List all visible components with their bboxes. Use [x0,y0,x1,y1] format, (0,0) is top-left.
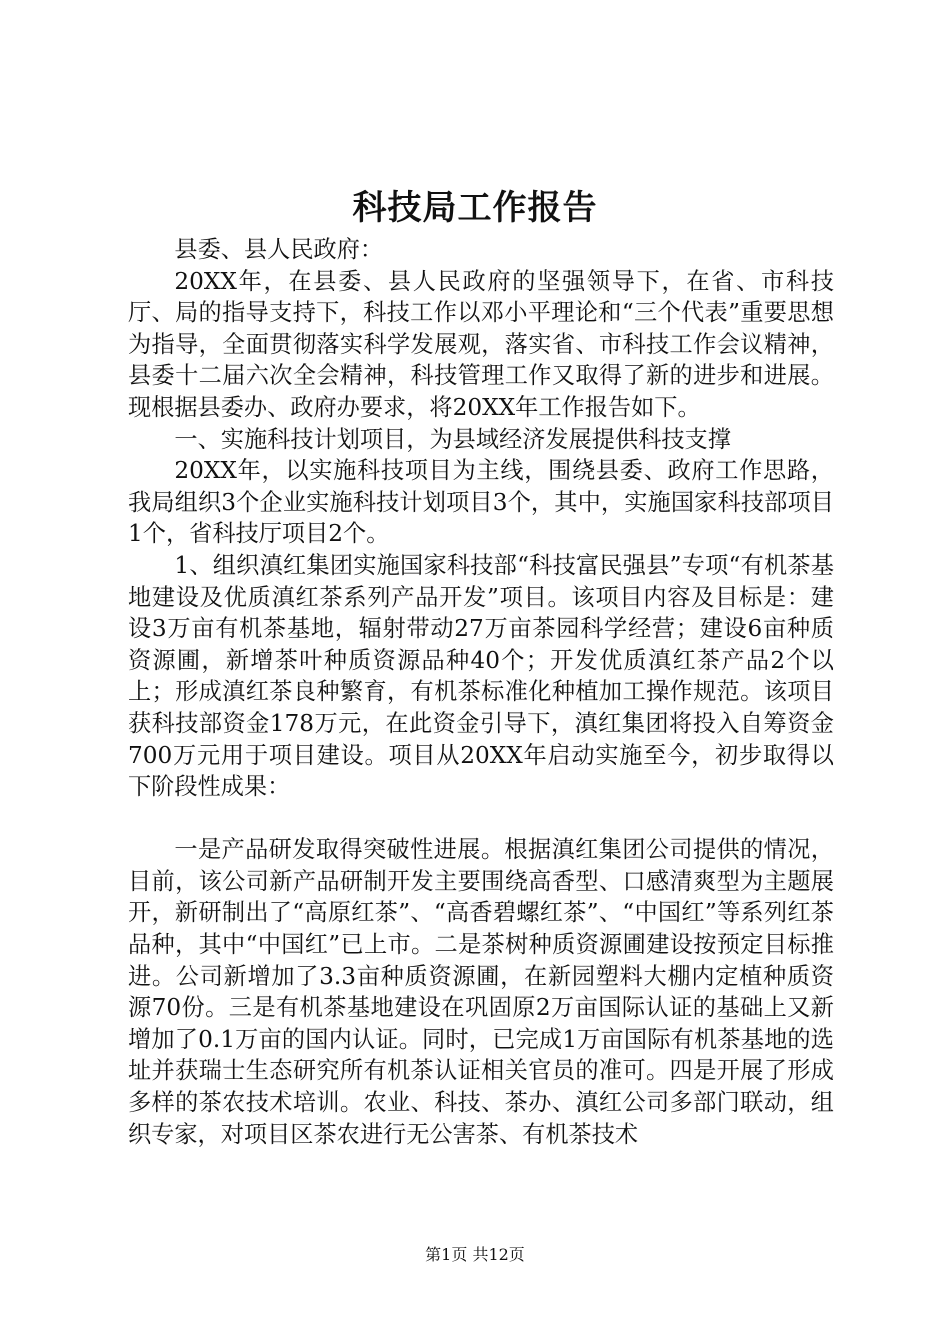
salutation-paragraph: 县委、县人民政府： [174,236,384,263]
section-heading: 一、实施科技计划项目，为县域经济发展提供科技支撑 [174,425,731,453]
section-summary-paragraph: 20XX年，以实施科技项目为主线，围绕县委、政府工作思路，我局组织3个企业实施科技计划项目3个，其中，实施国家科技部项目1个，省科技厅项目2个。 [128,457,834,548]
intro-paragraph: 20XX年，在县委、县人民政府的坚强领导下，在省、市科技厅、局的指导支持下，科技工作以邓小平理论和“三个代表”重要思想为指导，全面贯彻落实科学发展观，落实省、市科技工作会议精神，县委十二届六次全会精神，科技管理工作又取得了新的进步和进展。现根据县委办、政府办要求，将20XX年工作报告如下。 [128,267,834,421]
document-title: 科技局工作报告 [352,188,598,228]
project-one-paragraph: 1、组织滇红集团实施国家科技部“科技富民强县”专项“有机茶基地建设及优质滇红茶系列产品开发”项目。该项目内容及目标是：建设3万亩有机茶基地，辐射带动27万亩茶园科学经营；建设6亩种质资源圃，新增茶叶种质资源品种40个；开发优质滇红茶产品2个以上；形成滇红茶良种繁育，有机茶标准化种植加工操作规范。该项目获科技部资金178万元，在此资金引导下，滇红集团将投入自筹资金700万元用于项目建设。项目从20XX年启动实施至今，初步取得以下阶段性成果： [128,551,834,801]
page-footer: 第1页 共12页 [425,1245,525,1264]
achievements-paragraph: 一是产品研发取得突破性进展。根据滇红集团公司提供的情况，目前，该公司新产品研制开发主要围绕高香型、口感清爽型为主题展开，新研制出了“高原红茶”、“高香碧螺红茶”、“中国红”等系列红茶品种，其中“中国红”已上市。二是茶树种质资源圃建设按预定目标推进。公司新增加了3.3亩种质资源圃，在新园塑料大棚内定植种质资源70份。三是有机茶基地建设在巩固原2万亩国际认证的基础上又新增加了0.1万亩的国内认证。同时，已完成1万亩国际有机茶基地的选址并获瑞士生态研究所有机茶认证相关官员的准可。四是开展了形成多样的茶农技术培训。农业、科技、茶办、滇红公司多部门联动，组织专家，对项目区茶农进行无公害茶、有机茶技术 [128,836,834,1148]
document-body [128,234,834,1150]
